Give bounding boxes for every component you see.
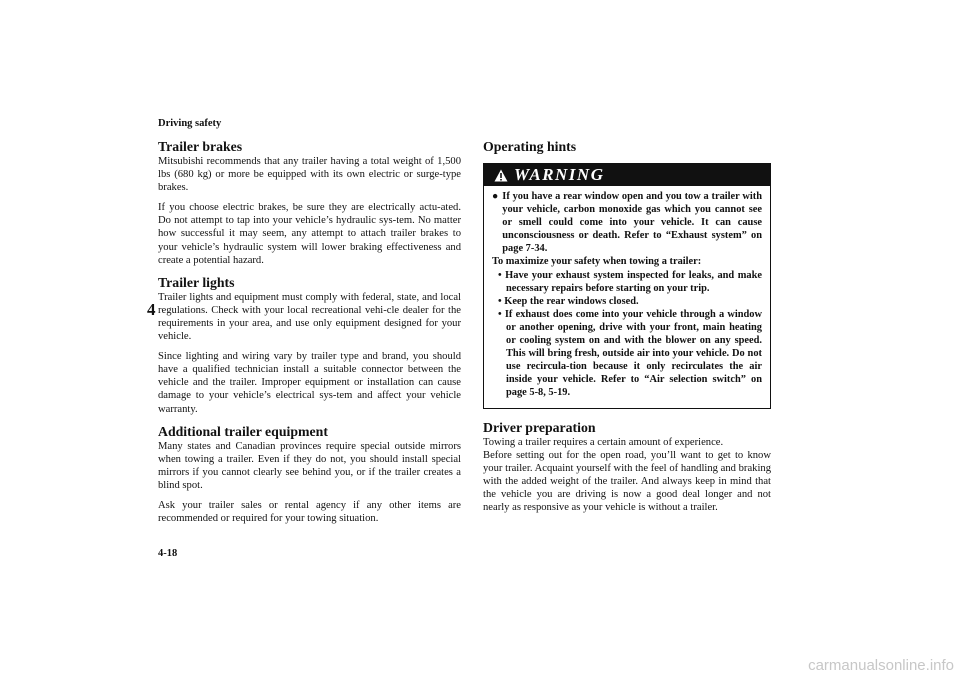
paragraph: Since lighting and wiring vary by trailer type and brand, you should have a qualified technician install a suitable connector between the vehicle and the trailer. Improper equipment or installation can cause damage to your vehicle’s electrical sys-tem and affect your vehicle warranty. xyxy=(158,351,461,415)
chapter-tab: 4 xyxy=(147,300,156,319)
heading-trailer-brakes: Trailer brakes xyxy=(158,139,243,154)
warning-item: • If exhaust does come into your vehicle through a window or another opening, drive with your front, main heating or cooling system on and with the blower on any speed. This will bring fresh, outside air into your vehicle. Do not use recircula-tion because it only recirculates the air inside your vehicle. Refer to “Air selection switch” on page 5-8, 5-19. xyxy=(498,308,762,399)
paragraph: Mitsubishi recommends that any trailer having a total weight of 1,500 lbs (680 kg) or more be equipped with its own electric or surge-type brakes. xyxy=(158,156,461,194)
warning-item: • Have your exhaust system inspected for leaks, and make necessary repairs before starting on your trip. xyxy=(498,269,762,294)
left-column xyxy=(158,138,461,532)
warning-intro: To maximize your safety when towing a trailer: xyxy=(492,256,702,268)
section-trailer-brakes xyxy=(158,138,461,267)
section-operating-hints xyxy=(483,138,771,409)
heading-driver-preparation: Driver preparation xyxy=(483,419,596,435)
paragraph: Trailer lights and equipment must comply with federal, state, and local regulations. Check with your local recreational vehi-cle dealer for the requirements in your area, and use only equipment designed for your vehicle. xyxy=(158,291,461,343)
right-column xyxy=(483,138,771,514)
warning-header xyxy=(484,164,770,186)
warning-box xyxy=(483,163,771,409)
section-trailer-lights xyxy=(158,274,461,416)
warning-item: • Keep the rear windows closed. xyxy=(498,295,639,307)
paragraph: Before setting out for the open road, you’ll want to get to know your trailer. Acquaint yourself with the feel of handling and braking with the added weight of the trailer. And always keep in mind that the vehicle you are driving is now a good deal longer and not nearly as responsive as your vehicle is without a trailer. xyxy=(483,449,771,513)
warning-lead xyxy=(492,190,762,255)
paragraph: Many states and Canadian provinces require special outside mirrors when towing a trailer. Even if they do not, you should install special mirrors if you cannot clearly see behind you, or if the trailer creates a blind spot. xyxy=(158,440,461,491)
paragraph: Towing a trailer requires a certain amount of experience. xyxy=(483,436,724,448)
section-driver-preparation xyxy=(483,419,771,515)
warning-triangle-icon xyxy=(494,169,508,182)
warning-body xyxy=(484,186,770,408)
watermark-link[interactable]: carmanualsonline.info xyxy=(808,657,954,674)
warning-label: WARNING xyxy=(514,165,605,185)
heading-trailer-lights: Trailer lights xyxy=(158,274,235,290)
page-number: 4-18 xyxy=(158,548,178,559)
paragraph: Ask your trailer sales or rental agency if any other items are recommended or required for your towing situation. xyxy=(158,499,461,525)
heading-operating-hints: Operating hints xyxy=(483,139,577,154)
running-header: Driving safety xyxy=(158,118,222,129)
paragraph: If you choose electric brakes, be sure they are electrically actu-ated. Do not attempt to tap into your vehicle’s hydraulic sys-tem. No matter how successful it may seem, any attempt to attach trailer brakes to your vehicle’s hydraulic system will lower braking effectiveness and create a potential hazard. xyxy=(158,202,461,266)
warning-lead-text: If you have a rear window open and you tow a trailer with your vehicle, carbon monoxide gas which you cannot see or smell could come into your vehicle. It can cause unconsciousness or death. Refer to “Exhaust system” on page 7-34. xyxy=(502,191,762,255)
heading-additional-equipment: Additional trailer equipment xyxy=(158,423,328,439)
section-additional-equipment xyxy=(158,423,461,526)
bullet-icon: ● xyxy=(492,191,499,202)
